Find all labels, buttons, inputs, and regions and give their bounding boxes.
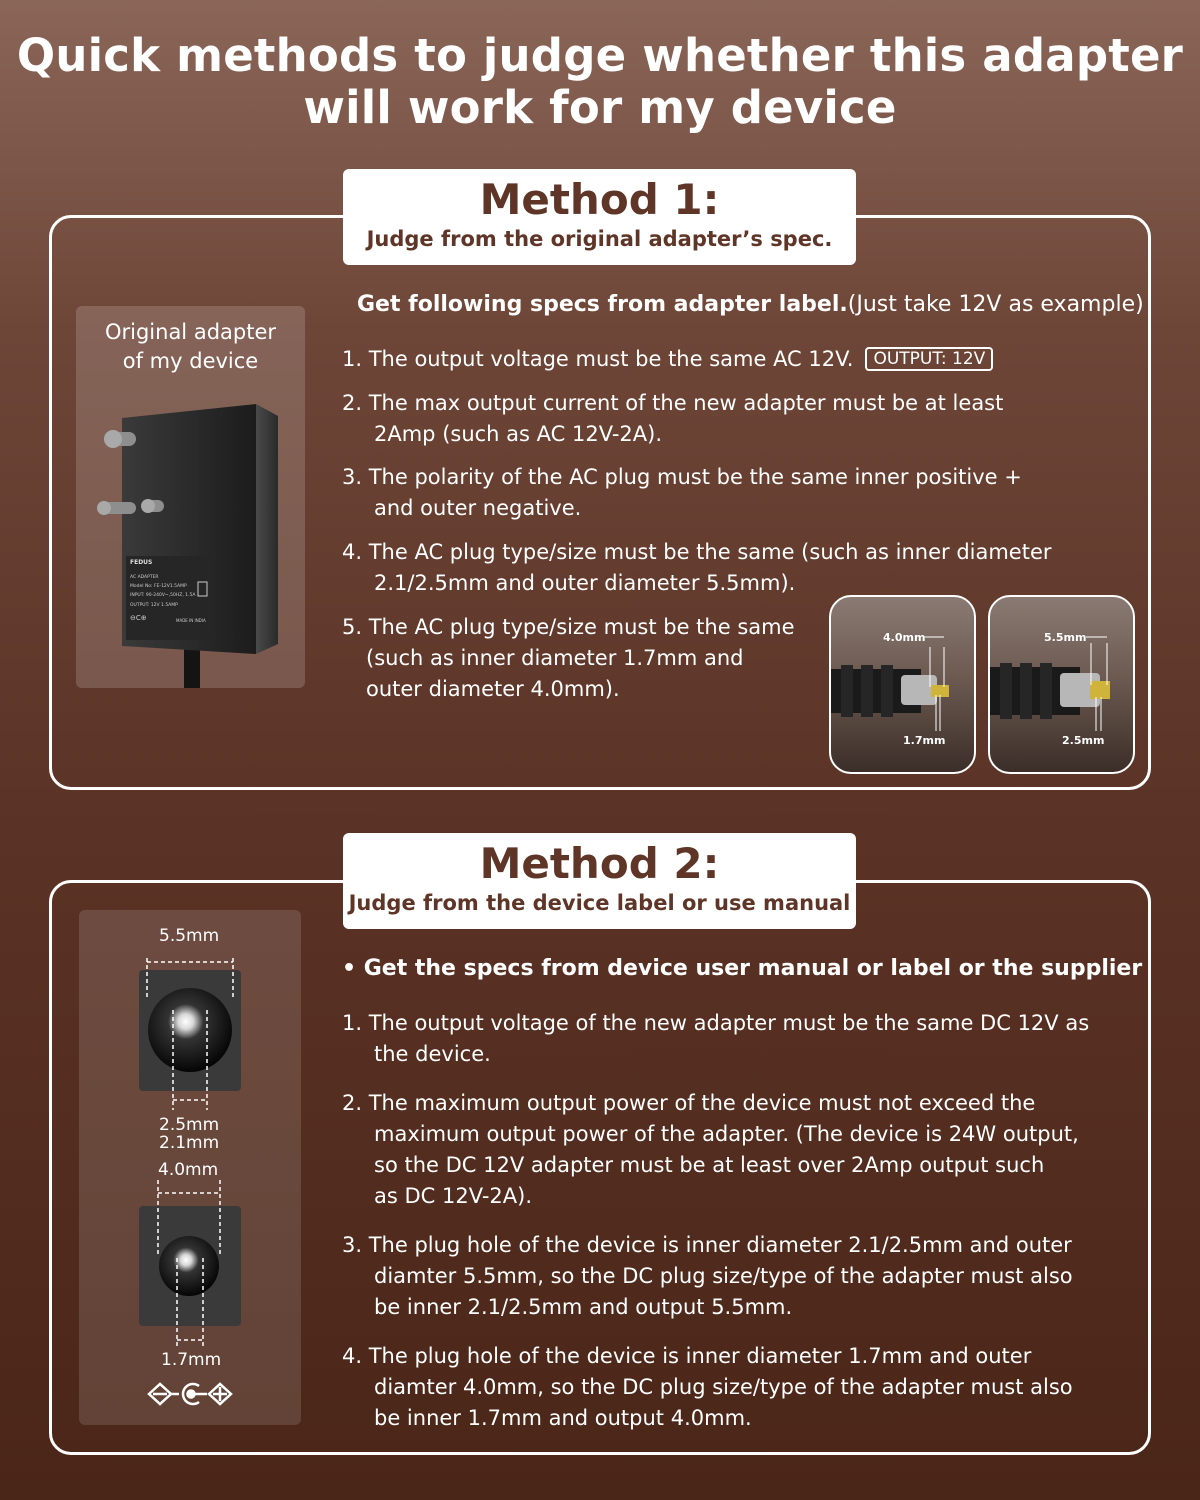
method-1-header <box>343 169 856 265</box>
page-title <box>0 30 1200 134</box>
item-text: (such as inner diameter 1.7mm and <box>366 646 744 670</box>
plug-small-outer-label: 4.0mm <box>883 631 926 644</box>
method-1-item-5 <box>342 612 795 705</box>
polarity-symbol-icon <box>149 1384 231 1404</box>
item-text: and outer negative. <box>374 496 582 520</box>
page-title-line-1: Quick methods to judge whether this adapter <box>16 29 1184 82</box>
item-text: diamter 5.5mm, so the DC plug size/type of the adapter must also <box>374 1264 1073 1288</box>
plug-tip-large-card <box>988 595 1135 774</box>
jack-large-inner-a: 2.5mm <box>159 1115 220 1135</box>
method-2-item-4 <box>342 1341 1073 1434</box>
item-text: 2.1/2.5mm and outer diameter 5.5mm). <box>374 571 796 595</box>
plug-tip-small-card <box>829 595 976 774</box>
item-text: 1. The output voltage of the new adapter must be the same DC 12V as <box>342 1011 1090 1035</box>
item-text: as DC 12V-2A). <box>374 1184 533 1208</box>
item-text: 2. The maximum output power of the device must not exceed the <box>342 1091 1036 1115</box>
item-text: 1. The output voltage must be the same AC 12V. <box>342 347 854 371</box>
wall-adapter-image <box>76 306 305 688</box>
plug-tip-small-image <box>831 597 976 774</box>
method-2-item-1 <box>342 1008 1089 1070</box>
plug-tip-large-image <box>990 597 1135 774</box>
jack-large-inner-labels <box>159 1116 219 1152</box>
output-spec-badge: OUTPUT: 12V <box>865 347 993 371</box>
item-text: so the DC 12V adapter must be at least over 2Amp output such <box>374 1153 1045 1177</box>
method-1-subtitle: Judge from the original adapter’s spec. <box>366 227 833 251</box>
device-jack-card <box>79 910 301 1425</box>
item-text: be inner 2.1/2.5mm and output 5.5mm. <box>374 1295 793 1319</box>
method-2-item-2 <box>342 1088 1079 1212</box>
method-1-item-2 <box>342 388 1003 450</box>
item-text: outer diameter 4.0mm). <box>366 677 620 701</box>
method-1-lead <box>357 291 1144 319</box>
jack-large-outer-label: 5.5mm <box>159 926 220 946</box>
method-1-item-4 <box>342 537 1052 599</box>
item-text: be inner 1.7mm and output 4.0mm. <box>374 1406 752 1430</box>
svg-text:⊖C⊕: ⊖C⊕ <box>130 614 147 622</box>
method-2-header <box>343 833 856 929</box>
method-2-lead: • Get the specs from device user manual or label or the supplier <box>342 956 1143 981</box>
item-text: maximum output power of the adapter. (The device is 24W output, <box>374 1122 1079 1146</box>
page-title-line-2: will work for my device <box>303 81 897 134</box>
method-2-subtitle: Judge from the device label or use manual <box>348 891 851 915</box>
caption-line-1: Original adapter <box>104 320 277 344</box>
adapter-label-line-4: OUTPUT: 12V 1.5AMP <box>130 603 178 608</box>
jack-small-inner-label: 1.7mm <box>161 1350 222 1370</box>
jack-large-inner-b: 2.1mm <box>159 1133 220 1153</box>
adapter-label-line-3: INPUT: 90-240V~,50HZ, 1.5A <box>130 593 196 598</box>
item-text: 3. The plug hole of the device is inner diameter 2.1/2.5mm and outer <box>342 1233 1072 1257</box>
plug-small-inner-label: 1.7mm <box>903 734 946 747</box>
method-1-lead-rest: (Just take 12V as example) <box>847 292 1144 317</box>
item-text: diamter 4.0mm, so the DC plug size/type of the adapter must also <box>374 1375 1073 1399</box>
method-1-item-1 <box>342 344 993 375</box>
item-text: 3. The polarity of the AC plug must be the same inner positive + <box>342 465 1022 489</box>
item-text: 2. The max output current of the new adapter must be at least <box>342 391 1004 415</box>
caption-line-2: of my device <box>122 349 259 373</box>
adapter-label-line-5: MADE IN INDIA <box>176 618 206 623</box>
adapter-label-brand: FEDUS <box>130 559 153 566</box>
method-2-item-3 <box>342 1230 1073 1323</box>
method-1-lead-bold: Get following specs from adapter label. <box>357 292 848 317</box>
method-2-title: Method 2: <box>479 839 720 888</box>
item-text: 2Amp (such as AC 12V-2A). <box>374 422 663 446</box>
jack-small-outer-label: 4.0mm <box>158 1160 219 1180</box>
item-text: 4. The AC plug type/size must be the same (such as inner diameter <box>342 540 1052 564</box>
adapter-label-line-1: AC ADAPTER <box>130 575 159 580</box>
plug-large-outer-label: 5.5mm <box>1044 631 1087 644</box>
method-1-item-3 <box>342 462 1022 524</box>
item-text: 5. The AC plug type/size must be the same <box>342 615 795 639</box>
item-text: 4. The plug hole of the device is inner diameter 1.7mm and outer <box>342 1344 1032 1368</box>
adapter-label-line-2: Model No: FE-12V1.5AMP <box>130 584 187 589</box>
plug-large-inner-label: 2.5mm <box>1062 734 1105 747</box>
method-1-title: Method 1: <box>479 175 720 224</box>
item-text: the device. <box>374 1042 491 1066</box>
original-adapter-card <box>76 306 305 688</box>
